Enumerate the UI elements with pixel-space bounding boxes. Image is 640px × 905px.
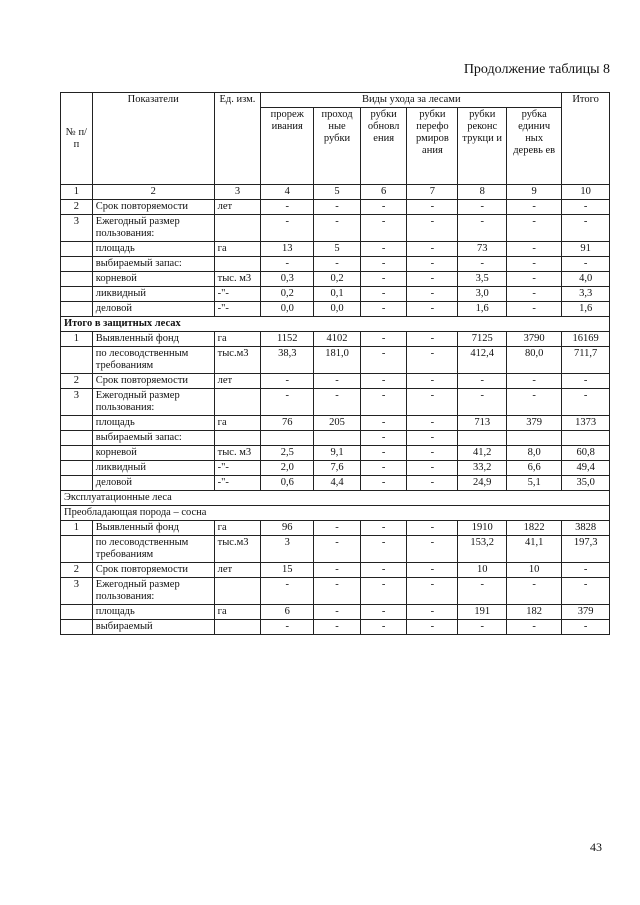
header-col: прореж ивания (261, 108, 314, 185)
row-indicator: ликвидный (92, 287, 214, 302)
row-value: - (507, 257, 562, 272)
row-value: 3790 (507, 332, 562, 347)
row-unit (214, 431, 261, 446)
row-value: - (407, 461, 458, 476)
row-value: - (562, 563, 610, 578)
row-value: 60,8 (562, 446, 610, 461)
table-row (61, 257, 610, 272)
section-title-pine: Преобладающая порода – сосна (61, 506, 610, 521)
row-value: 1373 (562, 416, 610, 431)
row-value: - (407, 605, 458, 620)
row-number (61, 605, 93, 620)
row-indicator: ликвидный (92, 461, 214, 476)
row-number (61, 431, 93, 446)
row-value: 191 (458, 605, 507, 620)
col-number: 6 (360, 185, 407, 200)
row-value: - (360, 302, 407, 317)
row-value: - (360, 257, 407, 272)
row-indicator: Срок повторяемости (92, 563, 214, 578)
row-value: 2,5 (261, 446, 314, 461)
table-row (61, 389, 610, 416)
row-value: - (407, 563, 458, 578)
row-value: - (407, 620, 458, 635)
row-value: 24,9 (458, 476, 507, 491)
table-row (61, 605, 610, 620)
row-value: 379 (562, 605, 610, 620)
row-number: 3 (61, 578, 93, 605)
row-value: - (407, 536, 458, 563)
row-value (261, 431, 314, 446)
row-indicator: выбираемый запас: (92, 431, 214, 446)
row-value: - (407, 242, 458, 257)
row-indicator: Срок повторяемости (92, 200, 214, 215)
row-number (61, 461, 93, 476)
row-unit: тыс.м3 (214, 536, 261, 563)
col-number: 5 (314, 185, 361, 200)
header-unit: Ед. изм. (214, 93, 261, 185)
row-value: 5 (314, 242, 361, 257)
row-value: - (314, 536, 361, 563)
row-value: 80,0 (507, 347, 562, 374)
header-group: Виды ухода за лесами (261, 93, 562, 108)
row-value: 0,0 (314, 302, 361, 317)
row-value: - (360, 389, 407, 416)
row-value: - (360, 287, 407, 302)
row-value: 7125 (458, 332, 507, 347)
row-value (458, 431, 507, 446)
col-number: 10 (562, 185, 610, 200)
row-value: - (314, 257, 361, 272)
section-row (61, 317, 610, 332)
row-unit: га (214, 521, 261, 536)
row-value: - (407, 521, 458, 536)
row-value: - (562, 215, 610, 242)
row-unit: га (214, 416, 261, 431)
row-value: - (407, 302, 458, 317)
table-row (61, 536, 610, 563)
row-value: - (360, 563, 407, 578)
row-value: - (407, 287, 458, 302)
row-indicator: выбираемый (92, 620, 214, 635)
row-value: 153,2 (458, 536, 507, 563)
row-number: 2 (61, 374, 93, 389)
section-title-exploitation: Эксплуатационные леса (61, 491, 610, 506)
row-indicator: деловой (92, 476, 214, 491)
row-value: 76 (261, 416, 314, 431)
row-indicator: Ежегодный размер пользования: (92, 389, 214, 416)
row-value: - (360, 620, 407, 635)
row-unit: тыс. м3 (214, 446, 261, 461)
header-col: рубки обновл ения (360, 108, 407, 185)
row-value: 0,6 (261, 476, 314, 491)
row-value: - (360, 536, 407, 563)
row-value: 91 (562, 242, 610, 257)
row-value: 10 (507, 563, 562, 578)
row-indicator: корневой (92, 272, 214, 287)
row-number: 3 (61, 215, 93, 242)
row-value: - (407, 332, 458, 347)
row-value: - (407, 578, 458, 605)
row-indicator: по лесоводственным требованиям (92, 536, 214, 563)
table-row (61, 431, 610, 446)
row-value: - (458, 578, 507, 605)
row-value: 0,2 (314, 272, 361, 287)
row-value: - (407, 347, 458, 374)
table-row (61, 287, 610, 302)
row-number (61, 620, 93, 635)
row-value: 3828 (562, 521, 610, 536)
row-value: - (261, 200, 314, 215)
row-value: 0,0 (261, 302, 314, 317)
row-value: - (562, 257, 610, 272)
row-value: - (407, 476, 458, 491)
row-unit: тыс. м3 (214, 272, 261, 287)
row-value: - (261, 620, 314, 635)
row-value: - (562, 200, 610, 215)
row-indicator: корневой (92, 446, 214, 461)
row-value: 41,1 (507, 536, 562, 563)
table-row (61, 521, 610, 536)
table-row (61, 461, 610, 476)
header-col: проход ные рубки (314, 108, 361, 185)
row-value: 3,3 (562, 287, 610, 302)
row-unit (214, 389, 261, 416)
row-value: - (562, 578, 610, 605)
row-value: - (407, 374, 458, 389)
row-value: - (314, 578, 361, 605)
row-value: - (360, 461, 407, 476)
row-value: - (407, 389, 458, 416)
row-value: - (407, 431, 458, 446)
col-number: 8 (458, 185, 507, 200)
row-value (562, 431, 610, 446)
row-value: 1910 (458, 521, 507, 536)
row-value: - (261, 215, 314, 242)
col-number: 9 (507, 185, 562, 200)
row-number (61, 272, 93, 287)
row-number (61, 536, 93, 563)
table-row (61, 215, 610, 242)
table-row (61, 563, 610, 578)
row-number (61, 446, 93, 461)
row-value: 33,2 (458, 461, 507, 476)
table-row (61, 446, 610, 461)
header-total: Итого (562, 93, 610, 185)
table-row (61, 302, 610, 317)
row-value: - (407, 215, 458, 242)
row-unit (214, 215, 261, 242)
row-indicator: по лесоводственным требованиям (92, 347, 214, 374)
row-value: - (360, 215, 407, 242)
row-value: 41,2 (458, 446, 507, 461)
row-value: - (458, 389, 507, 416)
row-value: - (360, 605, 407, 620)
row-value: - (360, 272, 407, 287)
row-value: 412,4 (458, 347, 507, 374)
row-value: - (360, 374, 407, 389)
row-value: - (360, 200, 407, 215)
row-unit: -"- (214, 302, 261, 317)
row-value: 73 (458, 242, 507, 257)
row-value: 3 (261, 536, 314, 563)
row-value: - (360, 242, 407, 257)
header-num: № п/п (61, 93, 93, 185)
row-number (61, 476, 93, 491)
row-value: - (407, 200, 458, 215)
row-indicator: Ежегодный размер пользования: (92, 578, 214, 605)
row-number: 1 (61, 521, 93, 536)
row-value: - (507, 389, 562, 416)
row-value: - (507, 215, 562, 242)
row-value: - (507, 578, 562, 605)
row-unit (214, 257, 261, 272)
row-indicator: Ежегодный размер пользования: (92, 215, 214, 242)
row-value: 4,4 (314, 476, 361, 491)
row-value: 0,2 (261, 287, 314, 302)
row-value: 6 (261, 605, 314, 620)
col-number: 4 (261, 185, 314, 200)
row-value: - (360, 416, 407, 431)
table-caption: Продолжение таблицы 8 (463, 62, 610, 77)
row-value: - (261, 578, 314, 605)
row-value: - (507, 302, 562, 317)
header-col: рубки перефо рмиров ания (407, 108, 458, 185)
row-value: 7,6 (314, 461, 361, 476)
row-value: 0,3 (261, 272, 314, 287)
row-unit: тыс.м3 (214, 347, 261, 374)
row-value: 197,3 (562, 536, 610, 563)
col-number: 1 (61, 185, 93, 200)
row-unit: лет (214, 374, 261, 389)
row-number: 2 (61, 200, 93, 215)
row-value: - (360, 578, 407, 605)
row-value: 16169 (562, 332, 610, 347)
col-number: 3 (214, 185, 261, 200)
row-value: - (360, 476, 407, 491)
row-unit: лет (214, 563, 261, 578)
row-value: - (407, 272, 458, 287)
row-value: - (360, 446, 407, 461)
col-number: 2 (92, 185, 214, 200)
table-row (61, 416, 610, 431)
row-value: - (507, 620, 562, 635)
row-value: 379 (507, 416, 562, 431)
header-indicator: Показатели (92, 93, 214, 185)
row-number: 2 (61, 563, 93, 578)
table-row (61, 620, 610, 635)
row-value: - (261, 257, 314, 272)
row-unit (214, 578, 261, 605)
row-value: 15 (261, 563, 314, 578)
row-indicator: деловой (92, 302, 214, 317)
row-number (61, 242, 93, 257)
forest-care-table (60, 92, 610, 635)
row-indicator: Выявленный фонд (92, 332, 214, 347)
row-number (61, 257, 93, 272)
row-value: 13 (261, 242, 314, 257)
page-number: 43 (590, 840, 602, 854)
row-value: - (458, 200, 507, 215)
row-value: 5,1 (507, 476, 562, 491)
row-indicator: выбираемый запас: (92, 257, 214, 272)
row-value: - (407, 416, 458, 431)
row-value: 0,1 (314, 287, 361, 302)
table-row (61, 332, 610, 347)
row-value: 3,0 (458, 287, 507, 302)
row-value: 9,1 (314, 446, 361, 461)
table-row (61, 272, 610, 287)
table-row (61, 476, 610, 491)
row-value: - (458, 215, 507, 242)
row-value: - (360, 431, 407, 446)
row-value: - (314, 215, 361, 242)
row-indicator: Срок повторяемости (92, 374, 214, 389)
row-value: 711,7 (562, 347, 610, 374)
table-row (61, 242, 610, 257)
row-value: - (562, 374, 610, 389)
row-value: 713 (458, 416, 507, 431)
row-number: 3 (61, 389, 93, 416)
row-value (314, 431, 361, 446)
row-value: 49,4 (562, 461, 610, 476)
row-value: 1,6 (458, 302, 507, 317)
row-number: 1 (61, 332, 93, 347)
row-value (507, 431, 562, 446)
row-value: - (507, 272, 562, 287)
row-value: 96 (261, 521, 314, 536)
row-value: 10 (458, 563, 507, 578)
section-row (61, 491, 610, 506)
row-value: - (261, 374, 314, 389)
row-value: 205 (314, 416, 361, 431)
header-numbers-row (61, 185, 610, 200)
row-value: - (360, 332, 407, 347)
header-col: рубки реконс трукци и (458, 108, 507, 185)
row-unit: -"- (214, 287, 261, 302)
table-row (61, 578, 610, 605)
row-value: 1822 (507, 521, 562, 536)
row-value: - (458, 620, 507, 635)
row-value: - (314, 605, 361, 620)
row-value: 6,6 (507, 461, 562, 476)
row-value: - (261, 389, 314, 416)
row-value: - (458, 374, 507, 389)
row-value: - (360, 347, 407, 374)
row-value: - (507, 287, 562, 302)
row-number (61, 416, 93, 431)
row-indicator: Выявленный фонд (92, 521, 214, 536)
col-number: 7 (407, 185, 458, 200)
row-value: - (314, 563, 361, 578)
section-title-protective: Итого в защитных лесах (61, 317, 610, 332)
row-value: - (507, 200, 562, 215)
table-row (61, 347, 610, 374)
row-value: - (507, 374, 562, 389)
row-value: - (507, 242, 562, 257)
row-value: - (314, 200, 361, 215)
table-row (61, 374, 610, 389)
row-indicator: площадь (92, 605, 214, 620)
row-unit: -"- (214, 461, 261, 476)
row-value: 8,0 (507, 446, 562, 461)
row-value: 182 (507, 605, 562, 620)
row-number (61, 287, 93, 302)
row-number (61, 347, 93, 374)
row-value: 38,3 (261, 347, 314, 374)
row-unit: -"- (214, 476, 261, 491)
row-value: 2,0 (261, 461, 314, 476)
row-value: - (314, 374, 361, 389)
row-value: - (407, 446, 458, 461)
row-value: - (458, 257, 507, 272)
row-value: 4102 (314, 332, 361, 347)
section-row (61, 506, 610, 521)
row-unit: га (214, 242, 261, 257)
row-value: - (314, 620, 361, 635)
row-value: 4,0 (562, 272, 610, 287)
row-value: - (562, 620, 610, 635)
row-value: - (562, 389, 610, 416)
header-col: рубка единич ных деревь ев (507, 108, 562, 185)
row-value: - (407, 257, 458, 272)
row-value: - (314, 521, 361, 536)
row-indicator: площадь (92, 416, 214, 431)
row-unit: га (214, 332, 261, 347)
row-value: 35,0 (562, 476, 610, 491)
row-value: - (360, 521, 407, 536)
row-number (61, 302, 93, 317)
row-value: - (314, 389, 361, 416)
table-row (61, 200, 610, 215)
row-value: 1152 (261, 332, 314, 347)
row-value: 181,0 (314, 347, 361, 374)
row-unit (214, 620, 261, 635)
row-value: 3,5 (458, 272, 507, 287)
row-value: 1,6 (562, 302, 610, 317)
row-unit: га (214, 605, 261, 620)
row-unit: лет (214, 200, 261, 215)
row-indicator: площадь (92, 242, 214, 257)
